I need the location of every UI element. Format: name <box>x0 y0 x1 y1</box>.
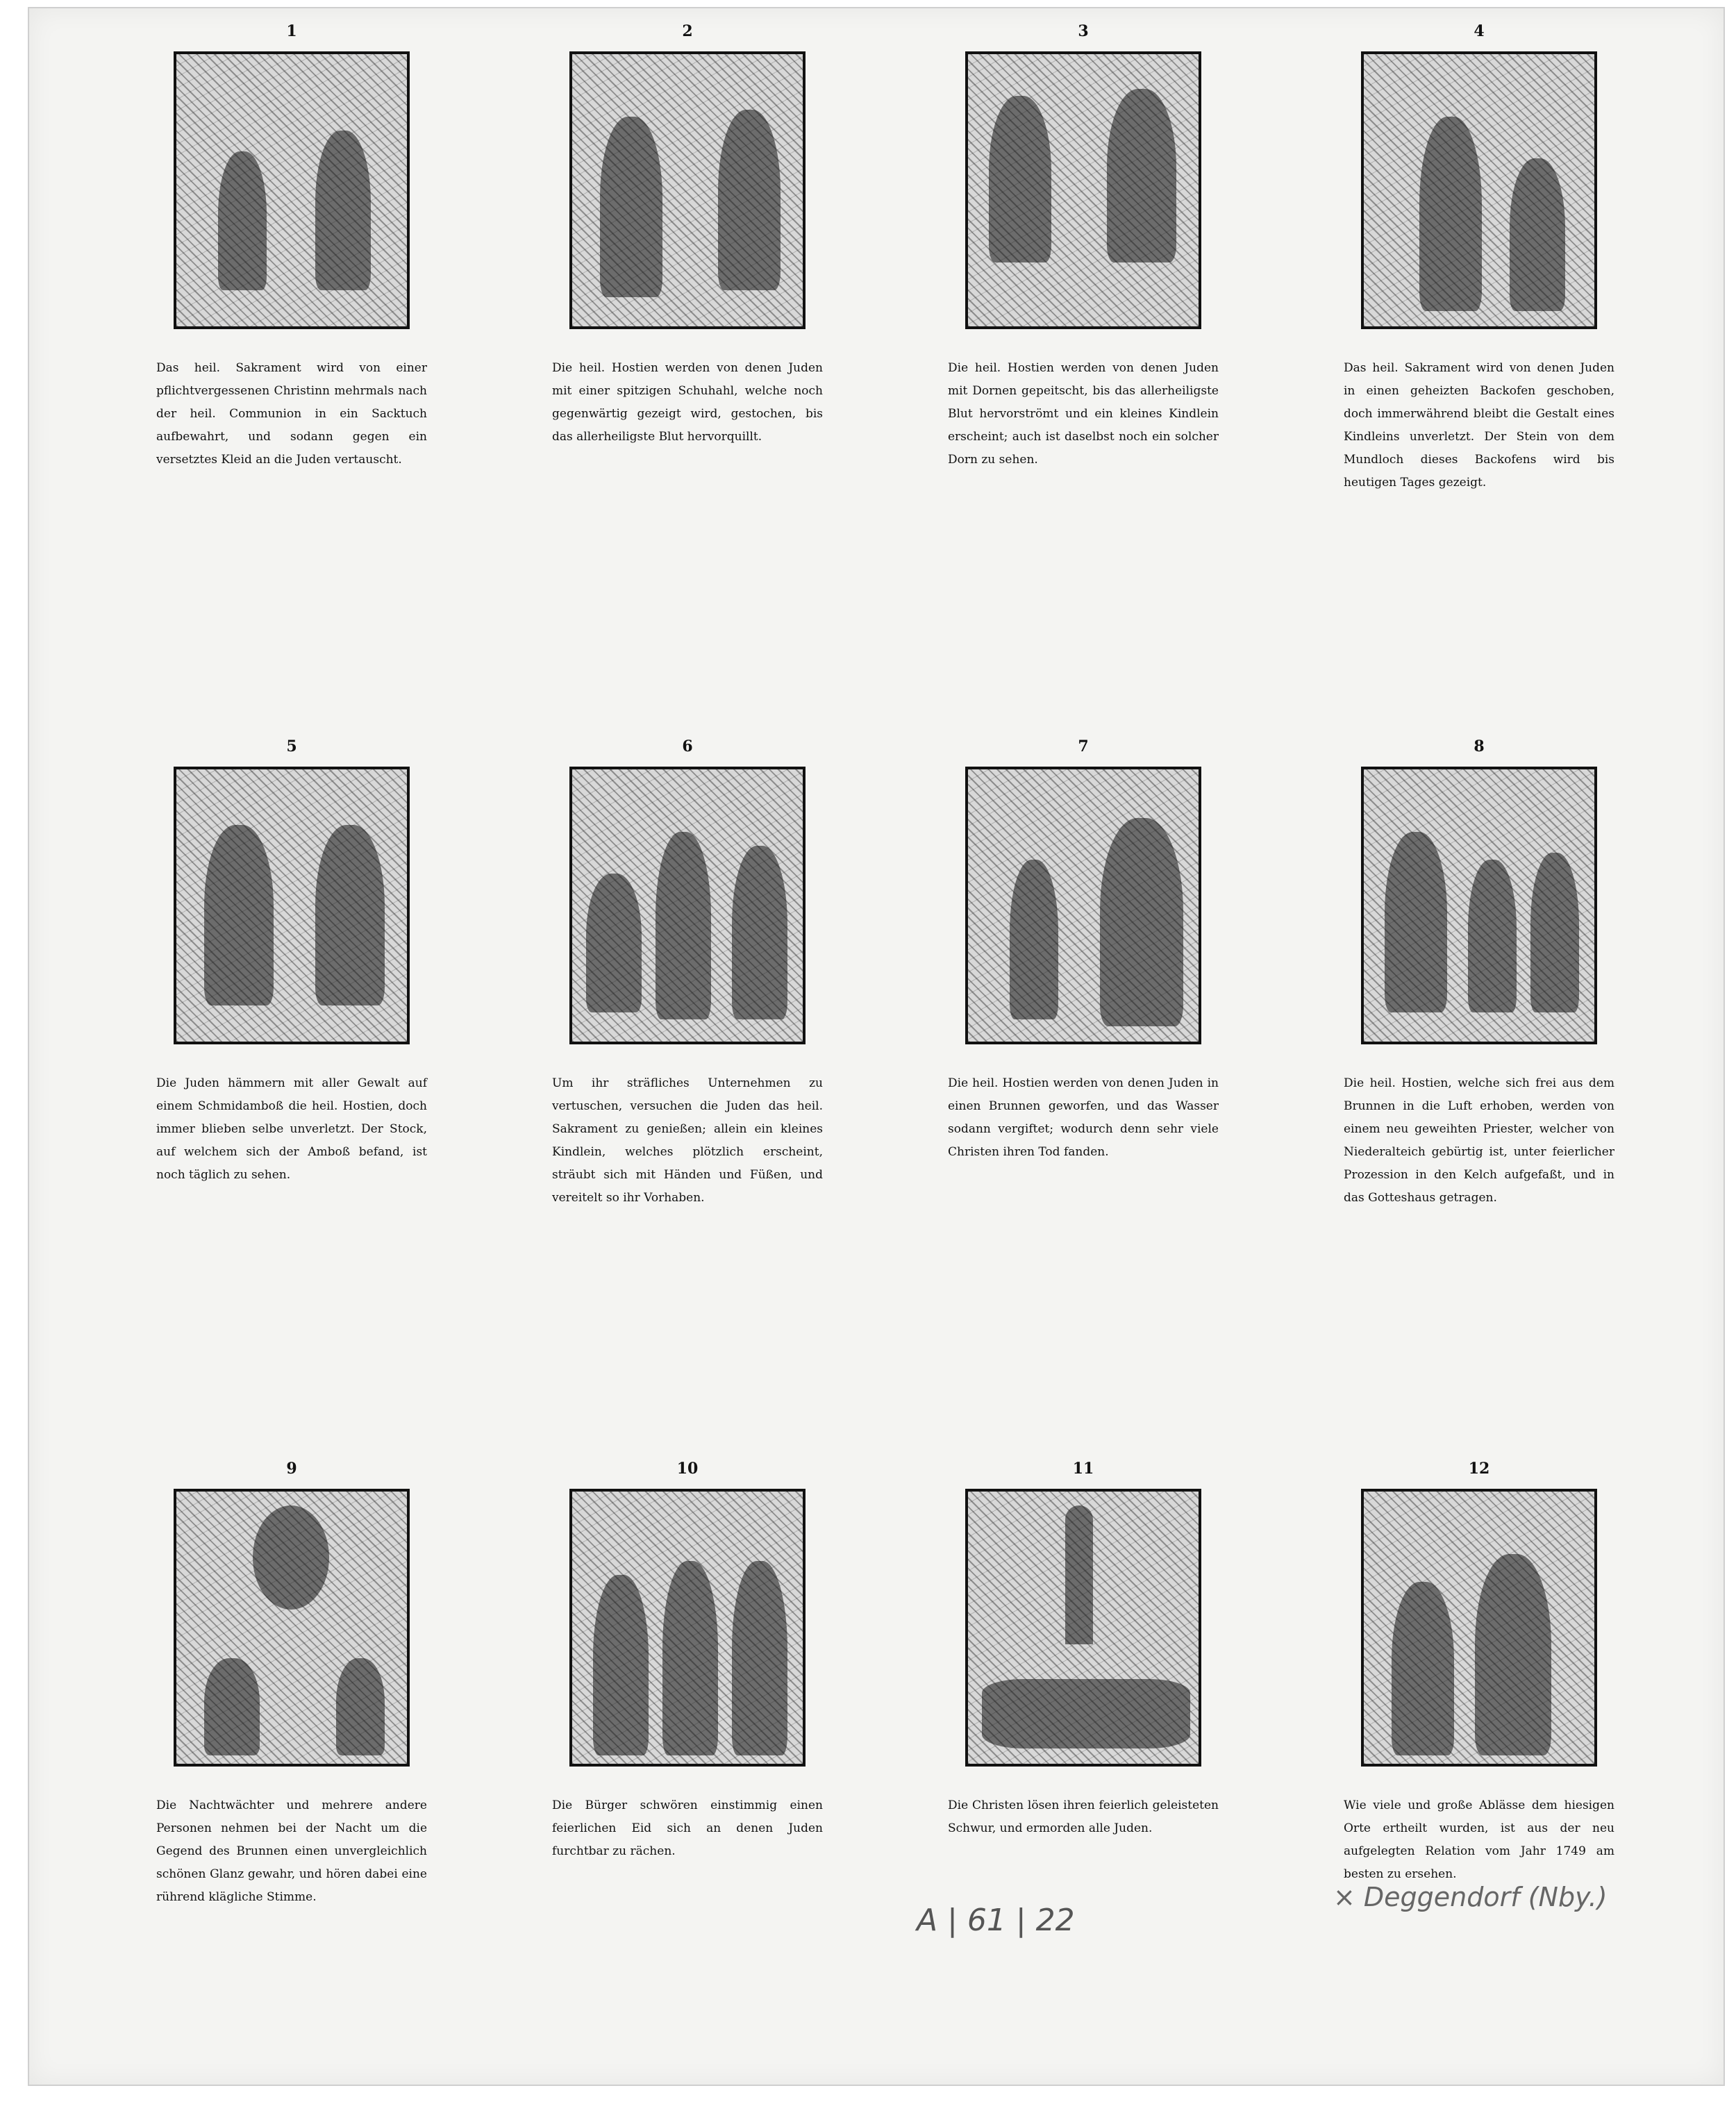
caption-text: Das heil. Sakrament wird von einer pflichtvergessenen Christinn mehrmals nach der heil. Communion in ein Sacktuch aufbewahrt, und sodann gegen ein versetztes Kleid an die Juden vertauscht. <box>156 361 427 467</box>
panel-7 <box>903 736 1264 1164</box>
panel-6 <box>507 736 868 1210</box>
panel-2 <box>507 21 868 449</box>
woodcut-image <box>965 51 1201 329</box>
panel-11 <box>903 1458 1264 1840</box>
woodcut-image <box>965 1489 1201 1767</box>
caption-text: Die Juden hämmern mit aller Gewalt auf einem Schmidamboß die heil. Hostien, doch immer blieben selbe unverletzt. Der Stock, auf welchem sich der Amboß befand, ist noch täglich zu sehen. <box>156 1076 427 1182</box>
panel-number: 5 <box>286 737 297 755</box>
panel-9 <box>111 1458 472 1909</box>
panel-8 <box>1299 736 1660 1210</box>
caption-text: Die heil. Hostien, welche sich frei aus dem Brunnen in die Luft erhoben, werden von einem neu geweihten Priester, welcher von Niederalteich gebürtig ist, unter feierlicher Prozession in den Kelch aufgefaßt, und in das Gotteshaus getragen. <box>1344 1076 1614 1205</box>
caption-text: Die heil. Hostien werden von denen Juden mit einer spitzigen Schuhahl, welche noch gegenwärtig gezeigt wird, gestochen, bis das allerheiligste Blut hervorquillt. <box>552 361 823 444</box>
caption-text: Wie viele und große Ablässe dem hiesigen Orte ertheilt wurden, ist aus der neu aufgelegten Relation vom Jahr 1749 am besten zu ersehen. <box>1344 1798 1614 1881</box>
caption-text: Das heil. Sakrament wird von denen Juden in einen geheizten Backofen geschoben, doch immerwährend bleibt die Gestalt eines Kindleins unverletzt. Der Stein von dem Mundloch dieses Backofens wird bis heutigen Tages gezeigt. <box>1344 361 1614 490</box>
panel-number: 11 <box>1072 1460 1094 1478</box>
caption-text: Um ihr sträfliches Unternehmen zu vertuschen, versuchen die Juden das heil. Sakrament zu genießen; allein ein kleines Kindlein, welches plötzlich erscheint, sträubt sich mit Händen und Füßen, und vereitelt so ihr Vorhaben. <box>552 1076 823 1205</box>
panel-number: 4 <box>1474 22 1485 40</box>
panel-number: 9 <box>286 1460 297 1478</box>
caption-text: Die heil. Hostien werden von denen Juden in einen Brunnen geworfen, und das Wasser sodann vergiftet; wodurch denn sehr viele Christen ihren Tod fanden. <box>948 1076 1219 1159</box>
panel-number: 7 <box>1078 737 1089 755</box>
panel-3 <box>903 21 1264 471</box>
woodcut-image <box>965 767 1201 1044</box>
woodcut-image <box>569 1489 806 1767</box>
panel-5 <box>111 736 472 1187</box>
panel-10 <box>507 1458 868 1863</box>
caption-text: Die Nachtwächter und mehrere andere Personen nehmen bei der Nacht um die Gegend des Brunnen einen unvergleichlich schönen Glanz gewahr, und hören dabei eine rührend klägliche Stimme. <box>156 1798 427 1904</box>
panel-number: 3 <box>1078 22 1089 40</box>
panel-number: 12 <box>1468 1460 1490 1478</box>
woodcut-image <box>1361 767 1597 1044</box>
panel-4 <box>1299 21 1660 494</box>
panel-number: 10 <box>676 1460 699 1478</box>
woodcut-image <box>174 767 410 1044</box>
caption-text: Die Christen lösen ihren feierlich geleisteten Schwur, und ermorden alle Juden. <box>948 1798 1219 1835</box>
panel-number: 1 <box>286 22 297 40</box>
panel-number: 8 <box>1474 737 1485 755</box>
panel-number: 6 <box>682 737 693 755</box>
woodcut-image <box>1361 51 1597 329</box>
place-annotation: × Deggendorf (Nby.) <box>1333 1882 1608 1912</box>
catalog-annotation: A | 61 | 22 <box>917 1903 1075 1938</box>
panel-12 <box>1299 1458 1660 1886</box>
woodcut-image <box>174 51 410 329</box>
woodcut-image <box>1361 1489 1597 1767</box>
woodcut-image <box>569 767 806 1044</box>
panel-1 <box>111 21 472 471</box>
panel-number: 2 <box>682 22 693 40</box>
woodcut-image <box>569 51 806 329</box>
caption-text: Die Bürger schwören einstimmig einen feierlichen Eid sich an denen Juden furchtbar zu rächen. <box>552 1798 823 1858</box>
woodcut-image <box>174 1489 410 1767</box>
caption-text: Die heil. Hostien werden von denen Juden mit Dornen gepeitscht, bis das allerheiligste Blut hervorströmt und ein kleines Kindlein erscheint; auch ist daselbst noch ein solcher Dorn zu sehen. <box>948 361 1219 467</box>
